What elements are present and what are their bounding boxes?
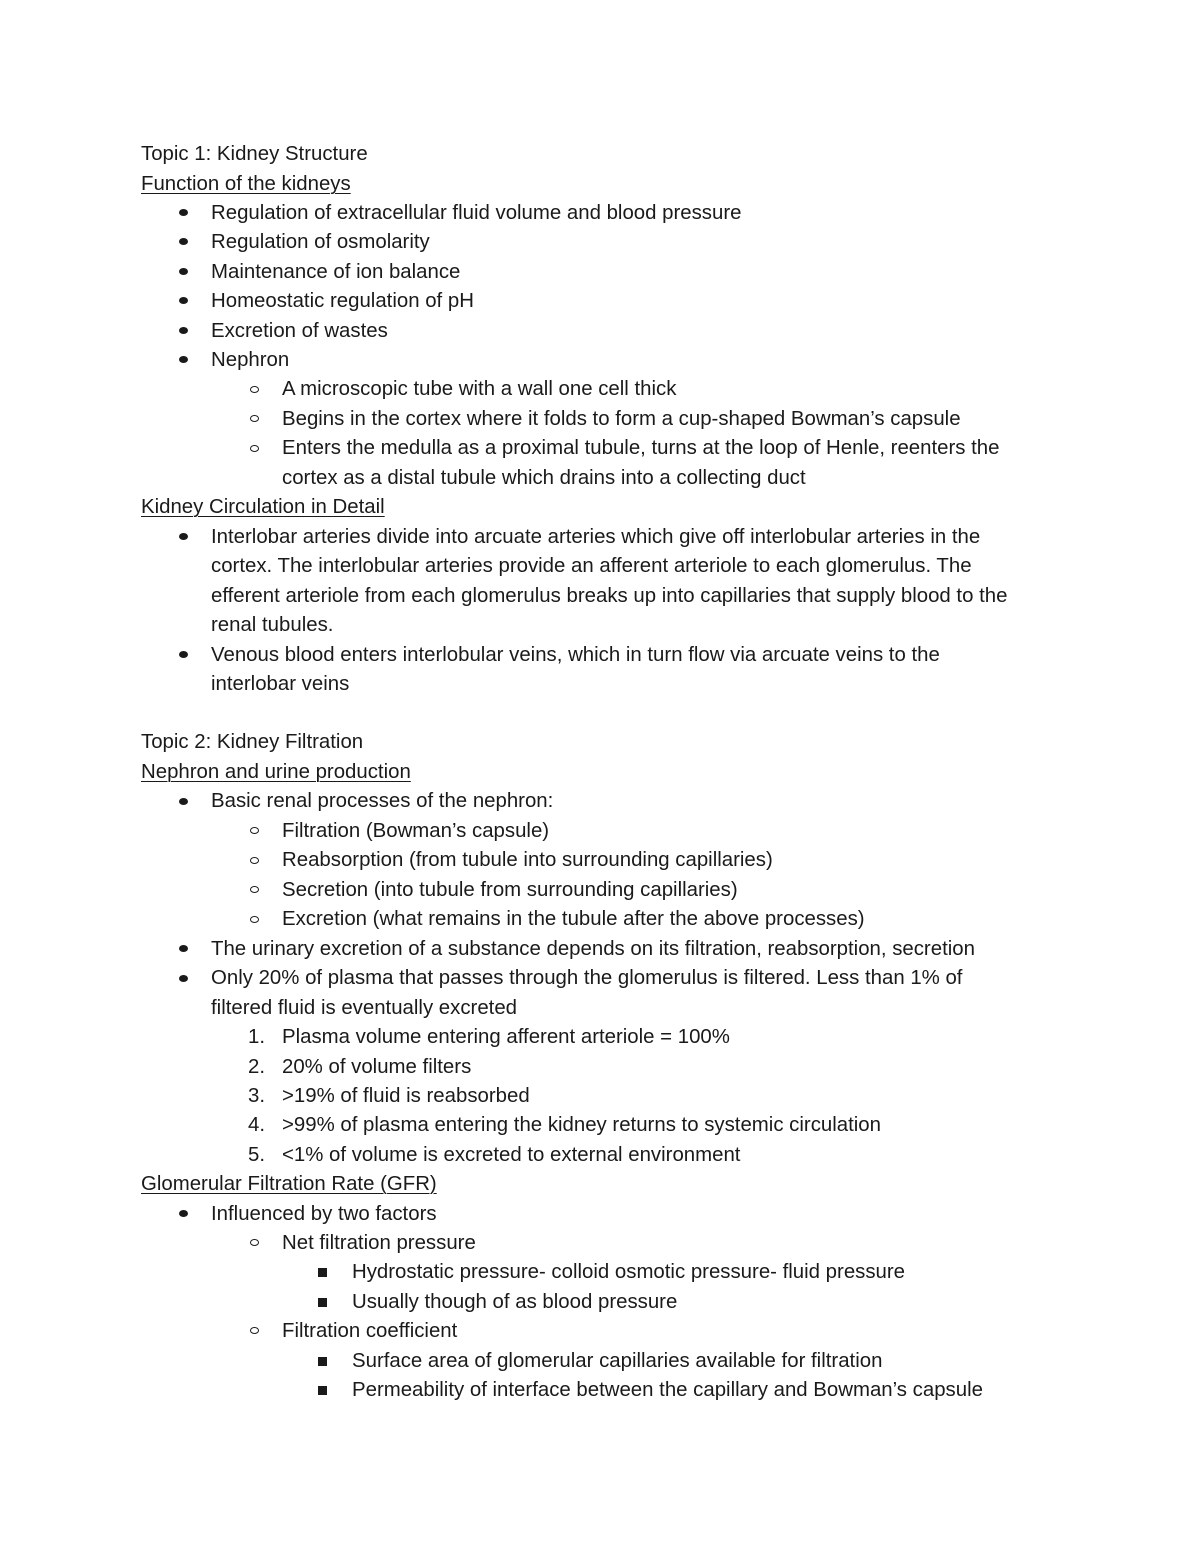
numbered-item: >99% of plasma entering the kidney returns to systemic circulation	[282, 1114, 881, 1136]
bullet-circle-icon	[250, 857, 259, 864]
section-heading-kidney-function: Function of the kidneys	[141, 173, 351, 195]
section-heading-nephron-urine: Nephron and urine production	[141, 761, 411, 783]
topic2-title: Topic 2: Kidney Filtration	[141, 731, 364, 753]
list-number: 3.	[248, 1085, 266, 1107]
bullet-disc-icon	[179, 297, 188, 304]
list-subitem: Reabsorption (from tubule into surrounding capillaries)	[282, 849, 773, 871]
list-item: Basic renal processes of the nephron:	[211, 790, 554, 812]
bullet-square-icon	[318, 1357, 327, 1366]
list-subitem: Filtration coefficient	[282, 1320, 458, 1342]
bullet-square-icon	[318, 1268, 327, 1277]
bullet-disc-icon	[179, 356, 188, 363]
section-heading-gfr: Glomerular Filtration Rate (GFR)	[141, 1173, 437, 1195]
list-item: Interlobar arteries divide into arcuate arteries which give off interlobular arteries in the	[211, 526, 981, 548]
list-item-continuation: interlobar veins	[211, 673, 350, 695]
section-heading-kidney-circulation: Kidney Circulation in Detail	[141, 496, 385, 518]
list-subitem: Excretion (what remains in the tubule after the above processes)	[282, 908, 865, 930]
topic1-title: Topic 1: Kidney Structure	[141, 143, 368, 165]
list-item-continuation: renal tubules.	[211, 614, 334, 636]
list-subitem: Filtration (Bowman’s capsule)	[282, 820, 550, 842]
bullet-disc-icon	[179, 209, 188, 216]
bullet-disc-icon	[179, 268, 188, 275]
bullet-square-icon	[318, 1298, 327, 1307]
list-number: 5.	[248, 1144, 266, 1166]
bullet-circle-icon	[250, 415, 259, 422]
bullet-circle-icon	[250, 916, 259, 923]
list-item-continuation: filtered fluid is eventually excreted	[211, 997, 518, 1019]
bullet-circle-icon	[250, 386, 259, 393]
list-subitem: A microscopic tube with a wall one cell thick	[282, 378, 677, 400]
list-subsubitem: Usually though of as blood pressure	[352, 1291, 678, 1313]
list-item: Maintenance of ion balance	[211, 261, 461, 283]
numbered-item: Plasma volume entering afferent arteriole = 100%	[282, 1026, 730, 1048]
list-item: Homeostatic regulation of pH	[211, 290, 474, 312]
bullet-circle-icon	[250, 886, 259, 893]
list-item: Regulation of osmolarity	[211, 231, 430, 253]
numbered-item: >19% of fluid is reabsorbed	[282, 1085, 530, 1107]
list-number: 2.	[248, 1056, 266, 1078]
bullet-circle-icon	[250, 445, 259, 452]
list-item: Only 20% of plasma that passes through the glomerulus is filtered. Less than 1% of	[211, 967, 963, 989]
bullet-disc-icon	[179, 327, 188, 334]
bullet-disc-icon	[179, 1210, 188, 1217]
list-subitem-continuation: cortex as a distal tubule which drains into a collecting duct	[282, 467, 806, 489]
list-number: 1.	[248, 1026, 266, 1048]
bullet-square-icon	[318, 1386, 327, 1395]
list-item: The urinary excretion of a substance depends on its filtration, reabsorption, secretion	[211, 938, 975, 960]
bullet-circle-icon	[250, 1239, 259, 1246]
list-subitem: Enters the medulla as a proximal tubule, turns at the loop of Henle, reenters the	[282, 437, 1000, 459]
bullet-disc-icon	[179, 533, 188, 540]
bullet-disc-icon	[179, 651, 188, 658]
list-subsubitem: Permeability of interface between the capillary and Bowman’s capsule	[352, 1379, 983, 1401]
list-item-continuation: efferent arteriole from each glomerulus breaks up into capillaries that supply blood to the	[211, 585, 1008, 607]
bullet-disc-icon	[179, 238, 188, 245]
bullet-disc-icon	[179, 975, 188, 982]
list-item-continuation: cortex. The interlobular arteries provide an afferent arteriole to each glomerulus. The	[211, 555, 972, 577]
list-subsubitem: Hydrostatic pressure- colloid osmotic pressure- fluid pressure	[352, 1261, 906, 1283]
list-subitem: Secretion (into tubule from surrounding capillaries)	[282, 879, 738, 901]
bullet-disc-icon	[179, 798, 188, 805]
numbered-item: <1% of volume is excreted to external environment	[282, 1144, 741, 1166]
list-item: Nephron	[211, 349, 290, 371]
list-subitem: Begins in the cortex where it folds to form a cup-shaped Bowman’s capsule	[282, 408, 961, 430]
bullet-disc-icon	[179, 945, 188, 952]
list-subsubitem: Surface area of glomerular capillaries available for filtration	[352, 1350, 883, 1372]
list-item: Influenced by two factors	[211, 1203, 437, 1225]
list-number: 4.	[248, 1114, 266, 1136]
numbered-item: 20% of volume filters	[282, 1056, 472, 1078]
bullet-circle-icon	[250, 827, 259, 834]
list-subitem: Net filtration pressure	[282, 1232, 476, 1254]
bullet-circle-icon	[250, 1327, 259, 1334]
list-item: Excretion of wastes	[211, 320, 388, 342]
list-item: Regulation of extracellular fluid volume and blood pressure	[211, 202, 742, 224]
list-item: Venous blood enters interlobular veins, which in turn flow via arcuate veins to the	[211, 644, 940, 666]
